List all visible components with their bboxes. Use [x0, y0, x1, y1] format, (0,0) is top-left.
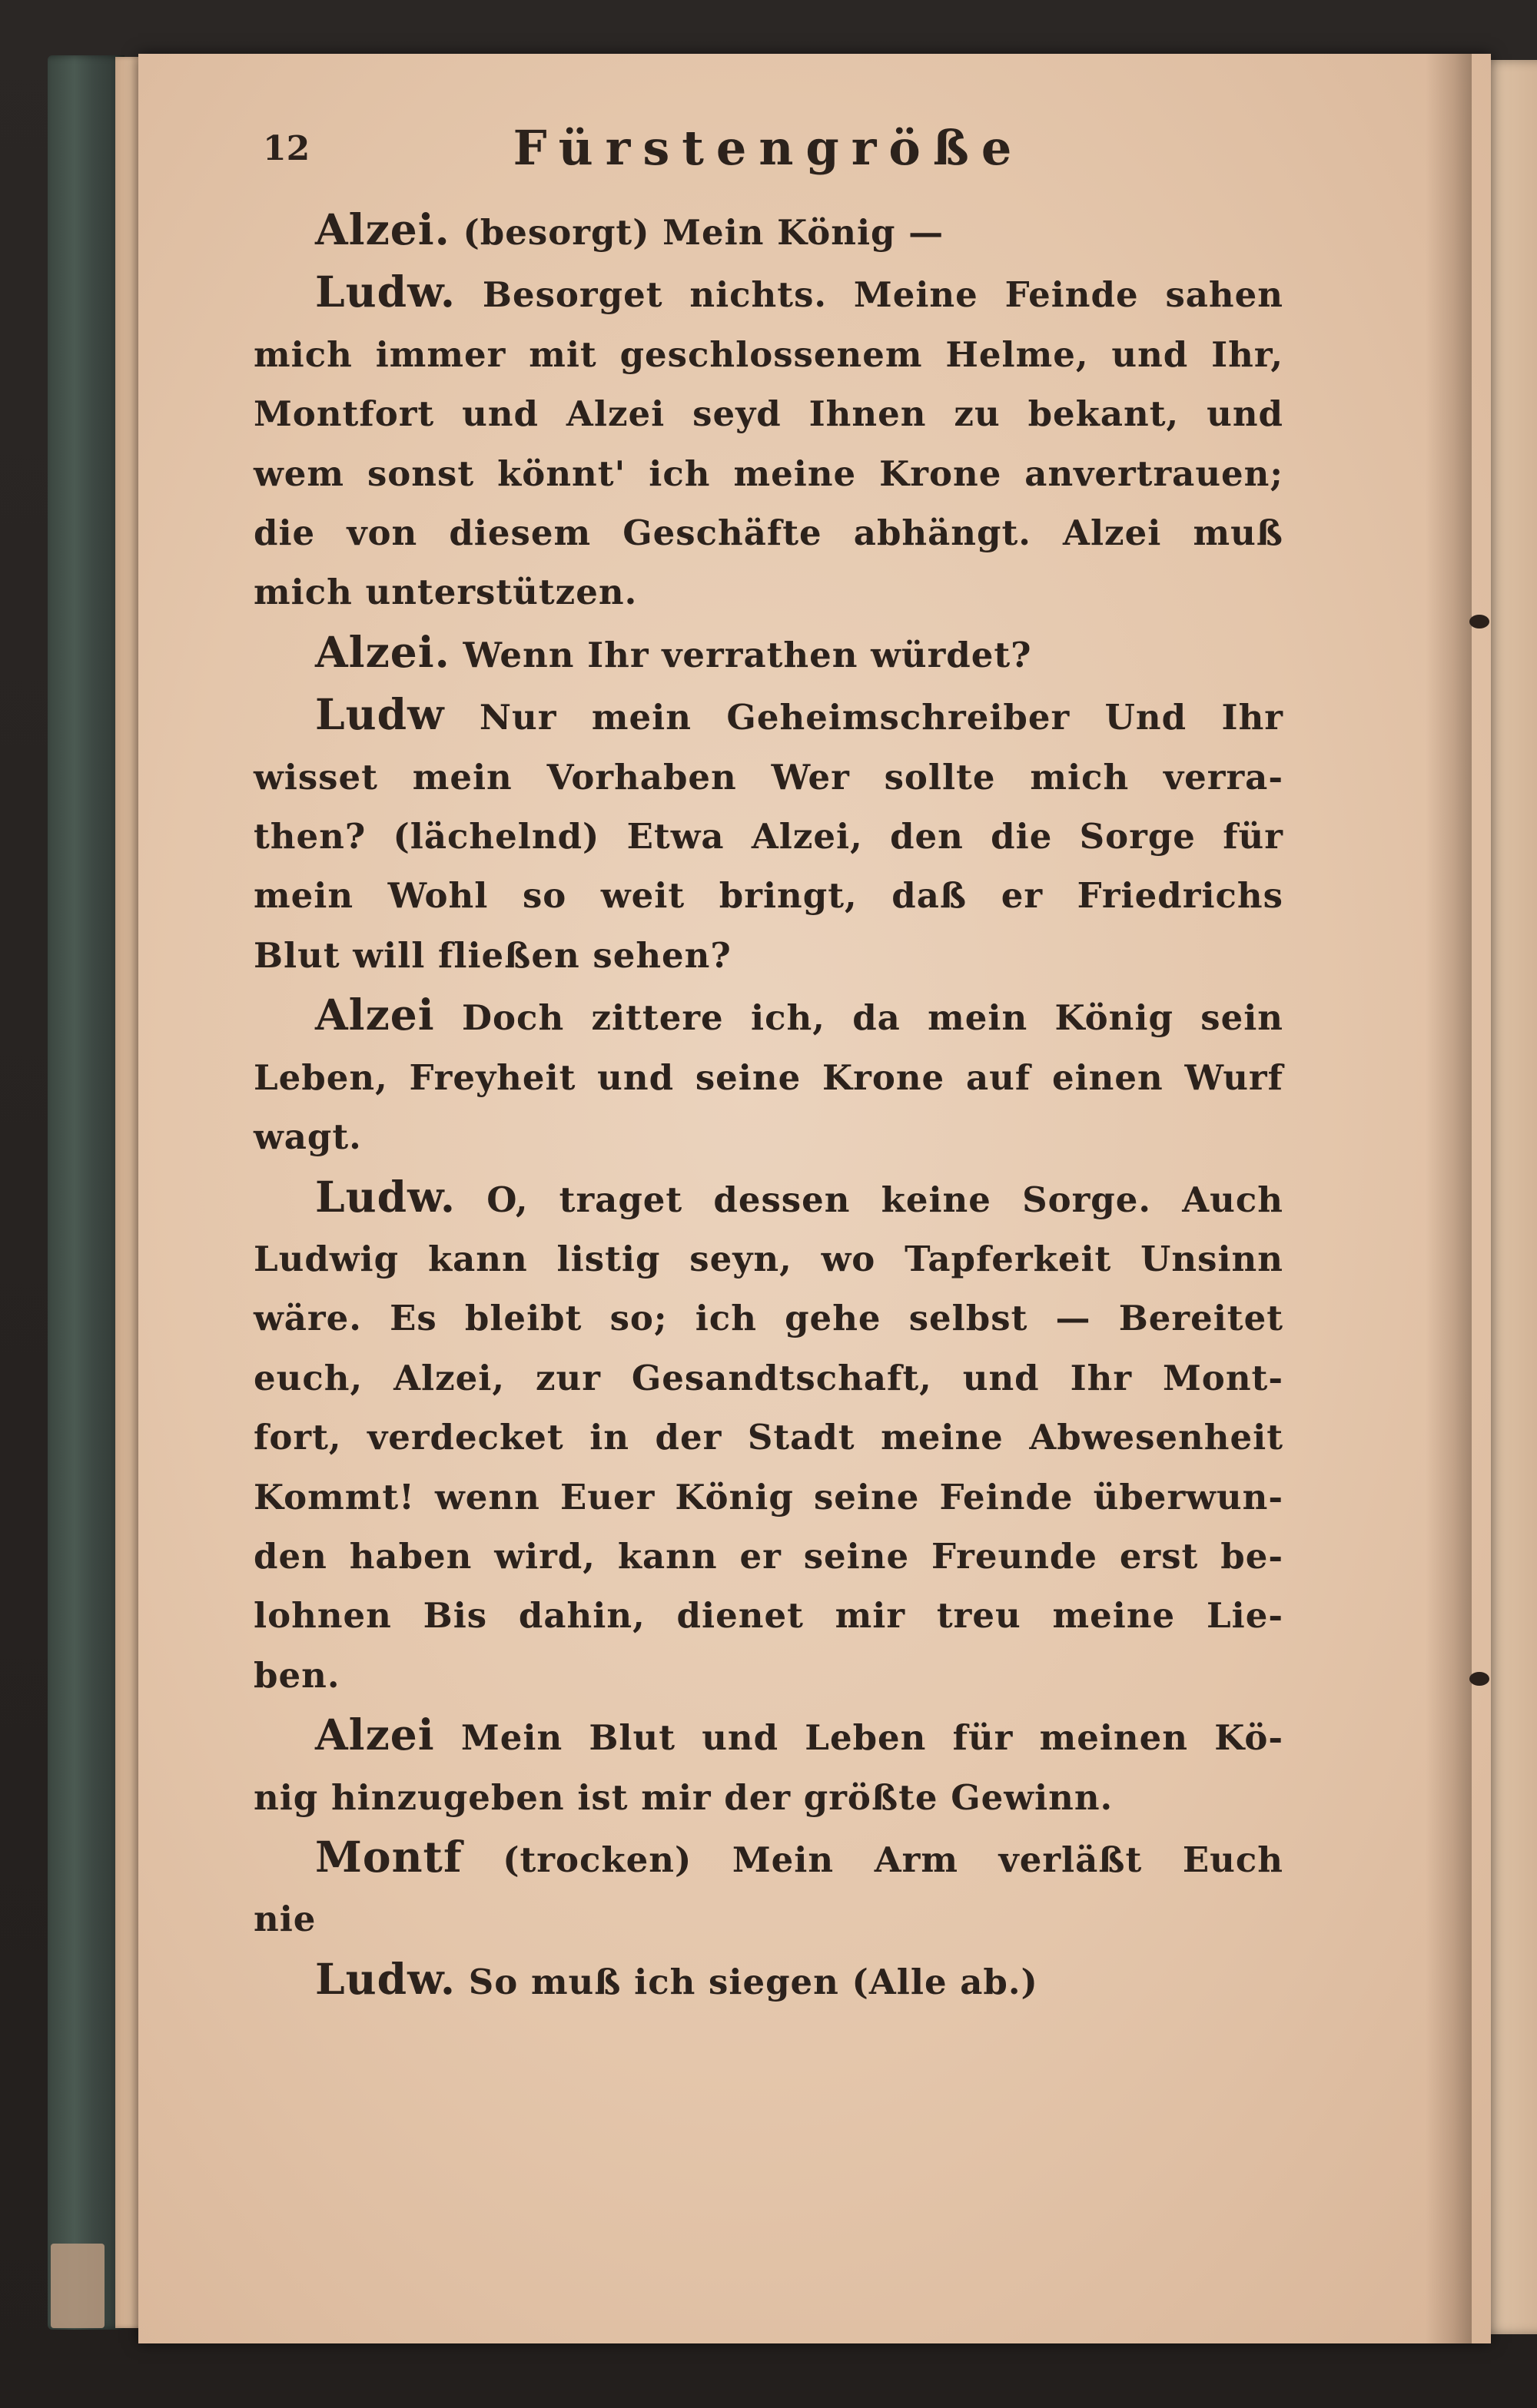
cover-corner	[51, 2244, 105, 2328]
line-text: den haben wird, kann er seine Freunde erst be-	[254, 1535, 1283, 1577]
line-text: then? (lächelnd) Etwa Alzei, den die Sorge für	[254, 816, 1283, 857]
line-text: nig hinzugeben ist mir der größte Gewinn.	[254, 1776, 1114, 1818]
text-line	[254, 444, 1283, 503]
speaker-name: Ludw.	[315, 1171, 456, 1222]
text-line	[254, 807, 1283, 866]
text-line	[254, 1827, 1283, 1889]
line-text: (besorgt) Mein König —	[463, 212, 944, 253]
line-text: wisset mein Vorhaben Wer sollte mich verra-	[254, 756, 1283, 798]
text-line	[254, 1889, 1283, 1949]
line-text: O, traget dessen keine Sorge. Auch	[486, 1179, 1283, 1220]
line-text: fort, verdecket in der Stadt meine Abwesenheit	[254, 1417, 1283, 1458]
speaker-name: Alzei	[315, 1710, 435, 1760]
line-text: Doch zittere ich, da mein König sein	[462, 997, 1284, 1039]
line-text: Kommt! wenn Euer König seine Feinde überwun-	[254, 1476, 1283, 1517]
text-line	[254, 1048, 1283, 1107]
line-text: Blut will fließen sehen?	[254, 934, 732, 976]
line-text: mich unterstützen.	[254, 572, 638, 613]
line-text: Leben, Freyheit und seine Krone auf einen Wurf	[254, 1056, 1283, 1098]
line-text: lohnen Bis dahin, dienet mir treu meine Lie-	[254, 1595, 1283, 1637]
text-line	[254, 1229, 1283, 1289]
text-line	[254, 1768, 1283, 1827]
line-text: Wenn Ihr verrathen würdet?	[463, 634, 1032, 675]
text-line	[254, 1586, 1283, 1645]
line-text: ben.	[254, 1654, 340, 1696]
text-line	[254, 1289, 1283, 1348]
page-header	[254, 115, 1283, 200]
text-line	[254, 1468, 1283, 1527]
text-line	[254, 325, 1283, 384]
text-line	[254, 1167, 1283, 1229]
line-text: Nur mein Geheimschreiber Und Ihr	[479, 697, 1283, 738]
book-cover	[48, 55, 124, 2330]
speaker-name: Alzei.	[315, 204, 450, 254]
text-line	[254, 985, 1283, 1047]
binding-stitch	[1469, 1672, 1489, 1686]
speaker-name: Ludw.	[315, 1953, 456, 2004]
text-line	[254, 622, 1283, 685]
speaker-name: Alzei	[315, 990, 435, 1040]
running-title: Fürstengröße	[513, 120, 1024, 176]
text-line	[254, 503, 1283, 562]
text-line	[254, 262, 1283, 324]
page-number: 12	[263, 129, 310, 168]
line-text: wagt.	[254, 1116, 362, 1158]
line-text: Montfort und Alzei seyd Ihnen zu bekant, und	[254, 393, 1283, 435]
text-line	[254, 926, 1283, 985]
line-text: nie	[254, 1899, 317, 1940]
line-text: wem sonst könnt' ich meine Krone anvertrauen;	[254, 453, 1283, 494]
line-text: mich immer mit geschlossenem Helme, und Ihr,	[254, 333, 1283, 375]
line-text: Ludwig kann listig seyn, wo Tapferkeit Unsinn	[254, 1238, 1283, 1279]
dialogue-lines	[254, 200, 1283, 2012]
binding-stitch	[1469, 615, 1489, 629]
text-line	[254, 685, 1283, 747]
text-line	[254, 1949, 1283, 2012]
line-text: (trocken) Mein Arm verläßt Euch	[503, 1839, 1283, 1880]
text-line	[254, 562, 1283, 622]
text-line	[254, 1348, 1283, 1408]
text-line	[254, 866, 1283, 925]
line-text: wäre. Es bleibt so; ich gehe selbst — Bereitet	[254, 1298, 1283, 1339]
line-text: mein Wohl so weit bringt, daß er Friedrichs	[254, 875, 1283, 917]
line-text: Besorget nichts. Meine Feinde sahen	[482, 274, 1283, 316]
line-text: So muß ich siegen (Alle ab.)	[468, 1961, 1038, 2002]
line-text: die von diesem Geschäfte abhängt. Alzei muß	[254, 512, 1283, 554]
page-gutter-shadow	[1426, 54, 1472, 2343]
line-text: euch, Alzei, zur Gesandtschaft, und Ihr Mont-	[254, 1357, 1283, 1398]
text-line	[254, 1646, 1283, 1705]
text-line	[254, 1107, 1283, 1166]
speaker-name: Ludw	[315, 689, 445, 740]
text-line	[254, 384, 1283, 443]
text-line	[254, 1408, 1283, 1467]
text-block	[254, 115, 1283, 2012]
text-line	[254, 748, 1283, 807]
speaker-name: Alzei.	[315, 626, 450, 677]
text-line	[254, 1527, 1283, 1586]
speaker-name: Montf	[315, 1831, 463, 1882]
text-line	[254, 200, 1283, 262]
speaker-name: Ludw.	[315, 267, 456, 317]
line-text: Mein Blut und Leben für meinen Kö-	[460, 1717, 1284, 1759]
text-line	[254, 1705, 1283, 1767]
